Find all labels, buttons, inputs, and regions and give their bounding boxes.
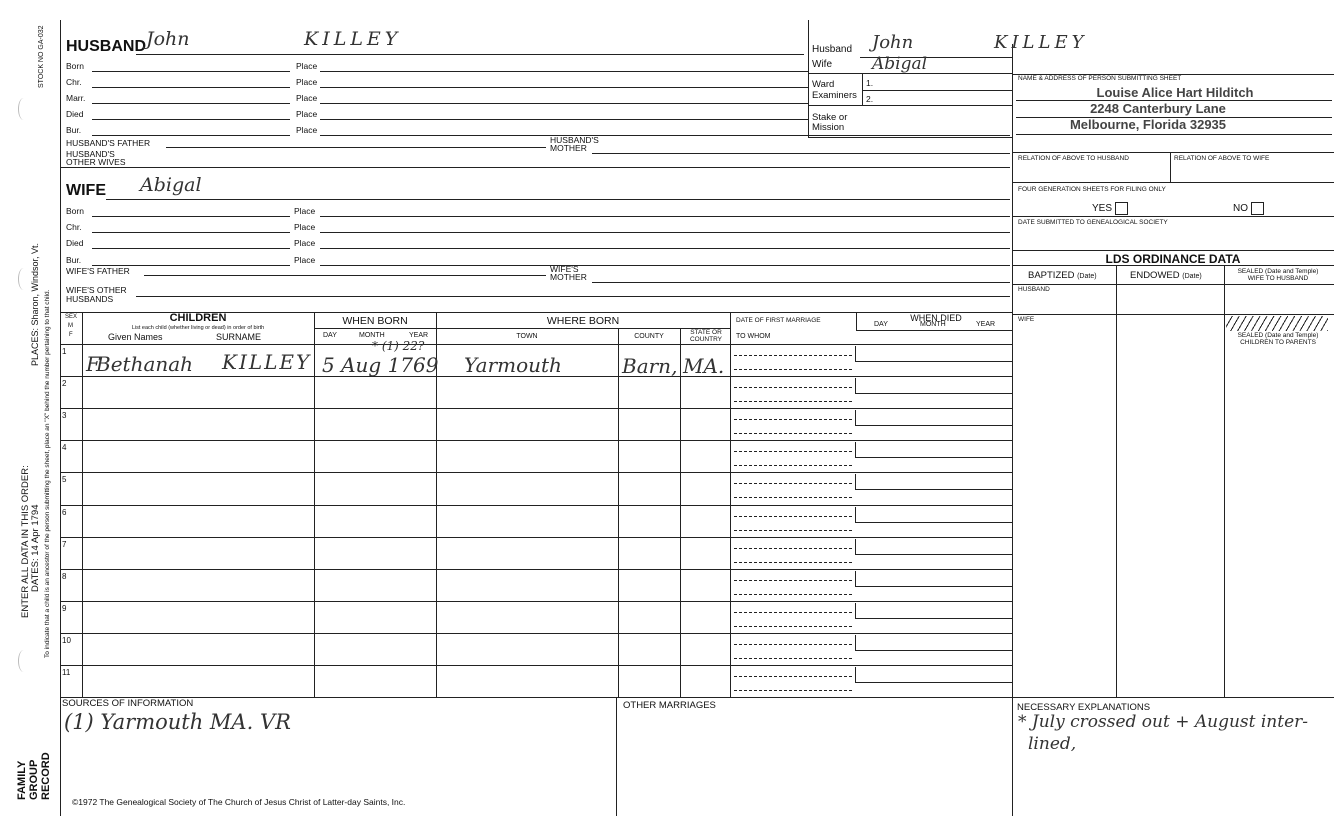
date-submitted-label: DATE SUBMITTED TO GENEALOGICAL SOCIETY xyxy=(1018,219,1168,226)
yes-box[interactable] xyxy=(1115,202,1128,215)
child-row-number: 10 xyxy=(62,635,71,645)
wifes-mother-label: WIFE'S MOTHER xyxy=(550,264,587,282)
rule xyxy=(320,265,1010,266)
to-whom-dash xyxy=(734,530,852,531)
rule xyxy=(618,328,619,697)
died-year-header: YEAR xyxy=(976,321,996,328)
died-box-rule xyxy=(855,650,1012,651)
relation-wife-label: RELATION OF ABOVE TO WIFE xyxy=(1174,155,1270,162)
place-label: Place xyxy=(294,255,316,265)
child-row-number: 11 xyxy=(62,668,71,677)
explanations-text-1: * July crossed out + August inter- xyxy=(1018,712,1309,732)
to-whom-dash xyxy=(734,594,852,595)
to-whom-header: TO WHOM xyxy=(736,333,771,340)
town-header: TOWN xyxy=(516,333,538,340)
died-box-rule xyxy=(855,539,856,555)
wife-given-name: Abigal xyxy=(140,174,202,196)
table-row-rule xyxy=(60,408,1012,409)
died-box-rule xyxy=(855,586,1012,587)
husband-event-label: Marr. xyxy=(66,93,86,103)
four-generation-label: FOUR GENERATION SHEETS FOR FILING ONLY xyxy=(1018,186,1166,193)
to-whom-dash xyxy=(734,401,852,402)
submitter-name: Louise Alice Hart Hilditch xyxy=(1096,85,1254,100)
examiner-2: 2. xyxy=(866,94,874,104)
died-day-header: DAY xyxy=(874,321,888,328)
family-group-record-title: FAMILY GROUP RECORD xyxy=(16,752,52,800)
rule xyxy=(60,344,1012,345)
indicate-ancestor-note: To indicate that a child is an ancestor of the person submitting the sheet, place an "X" behind the number pertaining to that child. xyxy=(44,289,51,658)
child-1-state: MA. xyxy=(683,354,725,378)
died-box-rule xyxy=(855,667,856,683)
punch-mark xyxy=(18,650,29,672)
stake-label: Stake or xyxy=(812,112,848,123)
died-box-rule xyxy=(855,618,1012,619)
rule xyxy=(320,248,1010,249)
rule xyxy=(320,135,1010,136)
rule xyxy=(92,87,290,88)
other-marriages-label: OTHER MARRIAGES xyxy=(623,700,716,711)
marriage-date-dash xyxy=(734,419,852,420)
places-label: PLACES: Sharon, Windsor, Vt. xyxy=(30,242,40,366)
rule xyxy=(1224,265,1225,697)
sources-label: SOURCES OF INFORMATION xyxy=(62,698,194,709)
ward-husband-surname: KILLEY xyxy=(994,32,1088,53)
children-note: List each child (whether living or dead) in order of birth xyxy=(131,325,265,331)
lds-title: LDS ORDINANCE DATA xyxy=(1105,252,1241,266)
rule xyxy=(1170,152,1171,182)
marriage-date-dash xyxy=(734,580,852,581)
born-month-header: MONTH xyxy=(359,332,385,339)
child-1-sex: F xyxy=(86,352,100,376)
rule xyxy=(320,232,1010,233)
table-row-rule xyxy=(60,472,1012,473)
wifes-other-husbands-label: WIFE'S OTHER HUSBANDS xyxy=(66,285,127,304)
no-box[interactable] xyxy=(1251,202,1264,215)
to-whom-dash xyxy=(734,690,852,691)
to-whom-dash xyxy=(734,497,852,498)
mission-label: Mission xyxy=(812,122,845,133)
to-whom-dash xyxy=(734,433,852,434)
when-died-header: WHEN DIED xyxy=(910,313,962,323)
wife-event-label: Died xyxy=(66,238,84,248)
rule xyxy=(92,103,290,104)
sealed-children-hatch xyxy=(1226,316,1328,331)
rule xyxy=(60,697,1334,698)
died-box-rule xyxy=(855,346,856,362)
rule xyxy=(60,167,1010,168)
wifes-father-label: WIFE'S FATHER xyxy=(66,266,130,276)
baptized-text: BAPTIZED xyxy=(1028,270,1075,281)
given-names-header: Given Names xyxy=(108,332,163,342)
rule xyxy=(92,216,290,217)
marriage-date-dash xyxy=(734,644,852,645)
husband-event-label: Born xyxy=(66,61,84,71)
child-row-number: 7 xyxy=(62,539,67,549)
dates-label: DATES: 14 Apr 1794 xyxy=(30,504,41,592)
place-label: Place xyxy=(296,125,318,135)
rule xyxy=(320,216,1010,217)
child-row-number: 1 xyxy=(62,347,67,356)
rule xyxy=(136,296,1010,297)
sex-header: SEX xyxy=(65,314,78,320)
to-whom-dash xyxy=(734,369,852,370)
husband-event-label: Bur. xyxy=(66,125,82,135)
rule xyxy=(166,147,546,148)
marriage-date-dash xyxy=(734,548,852,549)
husbands-mother-label: HUSBAND'S MOTHER xyxy=(550,135,599,153)
rule xyxy=(1116,265,1117,697)
no-label: NO xyxy=(1233,203,1248,215)
wife-event-label: Born xyxy=(66,206,84,216)
rule xyxy=(592,282,1010,283)
endowed-text: ENDOWED xyxy=(1130,270,1180,281)
wife-heading: WIFE xyxy=(66,182,106,199)
punch-mark xyxy=(18,268,29,290)
baptized-label xyxy=(1028,271,1097,281)
wife-event-label: Bur. xyxy=(66,255,82,265)
rule xyxy=(1016,134,1332,135)
died-box-rule xyxy=(855,554,1012,555)
place-label: Place xyxy=(296,77,318,87)
rule xyxy=(92,248,290,249)
marriage-date-dash xyxy=(734,612,852,613)
child-1-town: Yarmouth xyxy=(464,353,562,377)
child-row-number: 8 xyxy=(62,571,67,581)
child-1-annotation: * (1) 22? xyxy=(372,339,425,353)
husband-surname: KILLEY xyxy=(304,28,402,50)
rule xyxy=(314,328,730,329)
ward-wife-given: Abigal xyxy=(872,54,928,74)
baptized-date-text: (Date) xyxy=(1077,273,1097,280)
where-born-header: WHERE BORN xyxy=(546,315,620,327)
marriage-date-dash xyxy=(734,516,852,517)
first-marriage-header: DATE OF FIRST MARRIAGE xyxy=(736,317,821,324)
lds-wife-label: WIFE xyxy=(1018,316,1035,323)
sources-text: (1) Yarmouth MA. VR xyxy=(64,710,291,734)
died-box-rule xyxy=(855,361,1012,362)
place-label: Place xyxy=(294,222,316,232)
born-year-header: YEAR xyxy=(409,332,429,339)
stock-number: STOCK NO GA-032 xyxy=(38,25,45,88)
rule xyxy=(808,73,1012,74)
table-row-rule xyxy=(60,633,1012,634)
lds-husband-label: HUSBAND xyxy=(1018,286,1050,293)
child-1-born: 5 Aug 1769 xyxy=(322,353,439,377)
died-box-rule xyxy=(855,378,856,394)
rule xyxy=(856,312,857,330)
died-box-rule xyxy=(855,474,856,490)
to-whom-dash xyxy=(734,465,852,466)
husbands-father-label: HUSBAND'S FATHER xyxy=(66,138,151,148)
ward-label: Ward xyxy=(812,79,835,90)
relation-husband-label: RELATION OF ABOVE TO HUSBAND xyxy=(1018,155,1129,162)
died-box-rule xyxy=(855,489,1012,490)
to-whom-dash xyxy=(734,562,852,563)
ward-left-border xyxy=(808,20,809,138)
rule xyxy=(1012,216,1334,217)
rule xyxy=(136,54,804,55)
died-box-rule xyxy=(855,425,1012,426)
right-column-border xyxy=(1012,44,1013,816)
died-box-rule xyxy=(855,522,1012,523)
endowed-label xyxy=(1130,271,1202,281)
examiner-1: 1. xyxy=(866,78,874,88)
rule xyxy=(144,275,546,276)
ward-husband-label: Husband xyxy=(812,44,853,55)
child-row-number: 5 xyxy=(62,475,67,485)
child-1-county: Barn, xyxy=(622,354,678,378)
county-header: COUNTY xyxy=(634,333,664,340)
rule xyxy=(592,153,1010,154)
to-whom-dash xyxy=(734,658,852,659)
rule xyxy=(320,71,808,72)
rule xyxy=(856,330,1012,331)
rule xyxy=(1012,250,1334,251)
died-box-rule xyxy=(855,393,1012,394)
child-row-number: 4 xyxy=(62,443,67,453)
husband-event-label: Died xyxy=(66,109,84,119)
copyright: ©1972 The Genealogical Society of The Church of Jesus Christ of Latter-day Saints, Inc. xyxy=(72,797,406,807)
yes-label: YES xyxy=(1092,203,1113,215)
examiners-label: Examiners xyxy=(812,90,857,101)
place-label: Place xyxy=(294,238,316,248)
died-box-rule xyxy=(855,457,1012,458)
submitter-city: Melbourne, Florida 32935 xyxy=(1069,117,1227,132)
died-box-rule xyxy=(855,682,1012,683)
rule xyxy=(680,328,681,697)
child-row-number: 6 xyxy=(62,507,67,517)
endowed-date-text: (Date) xyxy=(1182,273,1202,280)
died-box-rule xyxy=(855,507,856,523)
child-row-number: 9 xyxy=(62,603,67,613)
surname-header: SURNAME xyxy=(216,332,262,342)
sealed-children-label: SEALED (Date and Temple) CHILDREN TO PARENTS xyxy=(1237,332,1319,346)
rule xyxy=(92,71,290,72)
enter-data-label: ENTER ALL DATA IN THIS ORDER: xyxy=(20,465,31,618)
rule xyxy=(862,90,1012,91)
explanations-text-2: lined, xyxy=(1028,734,1077,754)
husband-given-name: John xyxy=(146,28,190,50)
rule xyxy=(808,105,1012,106)
no-checkbox[interactable] xyxy=(1233,202,1264,215)
child-1-given: Bethanah xyxy=(96,352,194,376)
yes-checkbox[interactable] xyxy=(1092,202,1128,215)
wife-event-label: Chr. xyxy=(66,222,82,232)
rule xyxy=(1012,152,1334,153)
sealed-wife-label: SEALED (Date and Temple) WIFE TO HUSBAND xyxy=(1237,268,1319,282)
punch-mark xyxy=(18,98,29,120)
table-row-rule xyxy=(60,440,1012,441)
place-label: Place xyxy=(296,93,318,103)
submitter-street: 2248 Canterbury Lane xyxy=(1090,101,1226,116)
ward-husband-given: John xyxy=(872,32,914,53)
died-box-rule xyxy=(855,635,856,651)
husband-heading: HUSBAND xyxy=(66,38,146,55)
explanations-label: NECESSARY EXPLANATIONS xyxy=(1017,702,1151,713)
rule xyxy=(320,119,808,120)
rule xyxy=(808,137,1012,138)
child-row-number: 2 xyxy=(62,379,67,389)
husbands-other-wives-label: HUSBAND'S OTHER WIVES xyxy=(66,149,126,167)
table-row-rule xyxy=(60,569,1012,570)
rule xyxy=(92,135,290,136)
marriage-date-dash xyxy=(734,387,852,388)
rule xyxy=(1012,265,1334,266)
ward-wife-label: Wife xyxy=(812,59,832,70)
child-row-number: 3 xyxy=(62,411,67,421)
child-1-surname: KILLEY xyxy=(222,350,312,374)
born-day-header: DAY xyxy=(323,332,337,339)
marriage-date-dash xyxy=(734,676,852,677)
marriage-date-dash xyxy=(734,483,852,484)
died-box-rule xyxy=(855,603,856,619)
died-box-rule xyxy=(855,410,856,426)
table-row-rule xyxy=(60,601,1012,602)
children-header: CHILDREN xyxy=(169,312,227,324)
state-header: STATE OR COUNTRY xyxy=(689,329,723,343)
rule xyxy=(1012,314,1334,315)
table-row-rule xyxy=(60,665,1012,666)
marriage-date-dash xyxy=(734,451,852,452)
rule xyxy=(320,87,808,88)
sex-f-header: F xyxy=(69,332,73,338)
rule xyxy=(320,103,808,104)
rule xyxy=(616,697,617,816)
died-box-rule xyxy=(855,442,856,458)
died-box-rule xyxy=(855,571,856,587)
when-born-header: WHEN BORN xyxy=(342,315,408,327)
place-label: Place xyxy=(294,206,316,216)
submitter-label: NAME & ADDRESS OF PERSON SUBMITTING SHEET xyxy=(1018,75,1182,82)
rule xyxy=(862,73,863,105)
rule xyxy=(1012,284,1334,285)
table-row-rule xyxy=(60,537,1012,538)
to-whom-dash xyxy=(734,626,852,627)
sex-m-header: M xyxy=(68,323,73,329)
husband-event-label: Chr. xyxy=(66,77,82,87)
place-label: Place xyxy=(296,61,318,71)
marriage-date-dash xyxy=(734,355,852,356)
table-row-rule xyxy=(60,505,1012,506)
rule xyxy=(1012,182,1334,183)
rule xyxy=(106,199,1010,200)
place-label: Place xyxy=(296,109,318,119)
died-month-header: MONTH xyxy=(920,321,946,328)
rule xyxy=(92,232,290,233)
rule xyxy=(92,119,290,120)
